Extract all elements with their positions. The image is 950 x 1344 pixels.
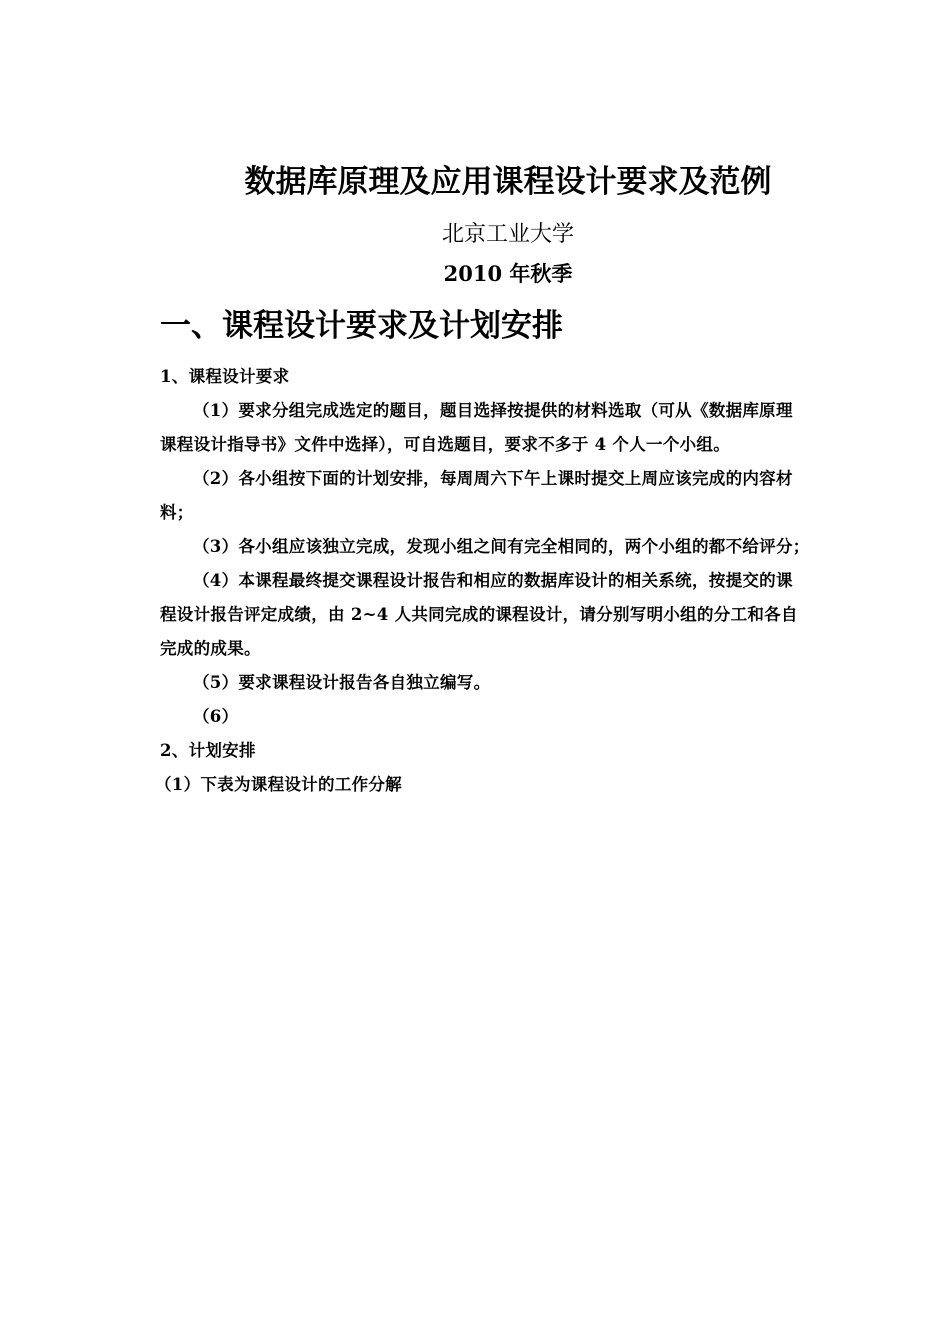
subsection-heading-requirements: 1、课程设计要求: [160, 367, 290, 386]
requirement-item-4-line-1: （4）本课程最终提交课程设计报告和相应的数据库设计的相关系统，按提交的课: [193, 571, 793, 590]
requirement-item-6-line-1: （6）: [193, 707, 239, 726]
requirement-item-5-line-1: （5）要求课程设计报告各自独立编写。: [193, 673, 491, 692]
term-label: 2010 年秋季: [443, 261, 573, 286]
section-body: [155, 360, 860, 802]
requirement-item-3-line-1: （3）各小组应该独立完成，发现小组之间有完全相同的，两个小组的都不给评分；: [193, 537, 810, 556]
subsection-heading-plan: 2、计划安排: [160, 741, 256, 760]
plan-item-1: （1）下表为课程设计的工作分解: [155, 775, 402, 794]
requirement-item-2-line-2: 料；: [160, 503, 194, 522]
requirement-item-1-line-1: （1）要求分组完成选定的题目，题目选择按提供的材料选取（可从《数据库原理: [193, 401, 793, 420]
organization-name: 北京工业大学: [441, 222, 574, 247]
requirement-item-2-line-1: （2）各小组按下面的计划安排，每周周六下午上课时提交上周应该完成的内容材: [193, 469, 793, 488]
requirement-item-1-line-2: 课程设计指导书》文件中选择），可自选题目，要求不多于 4 个人一个小组。: [160, 435, 731, 454]
requirement-item-4-line-2: 程设计报告评定成绩，由 2~4 人共同完成的课程设计，请分别写明小组的分工和各自: [160, 605, 798, 624]
requirement-item-4-line-3: 完成的成果。: [160, 639, 261, 658]
document-title: 数据库原理及应用课程设计要求及范例: [244, 164, 772, 200]
section-heading: 一、课程设计要求及计划安排: [160, 308, 563, 344]
